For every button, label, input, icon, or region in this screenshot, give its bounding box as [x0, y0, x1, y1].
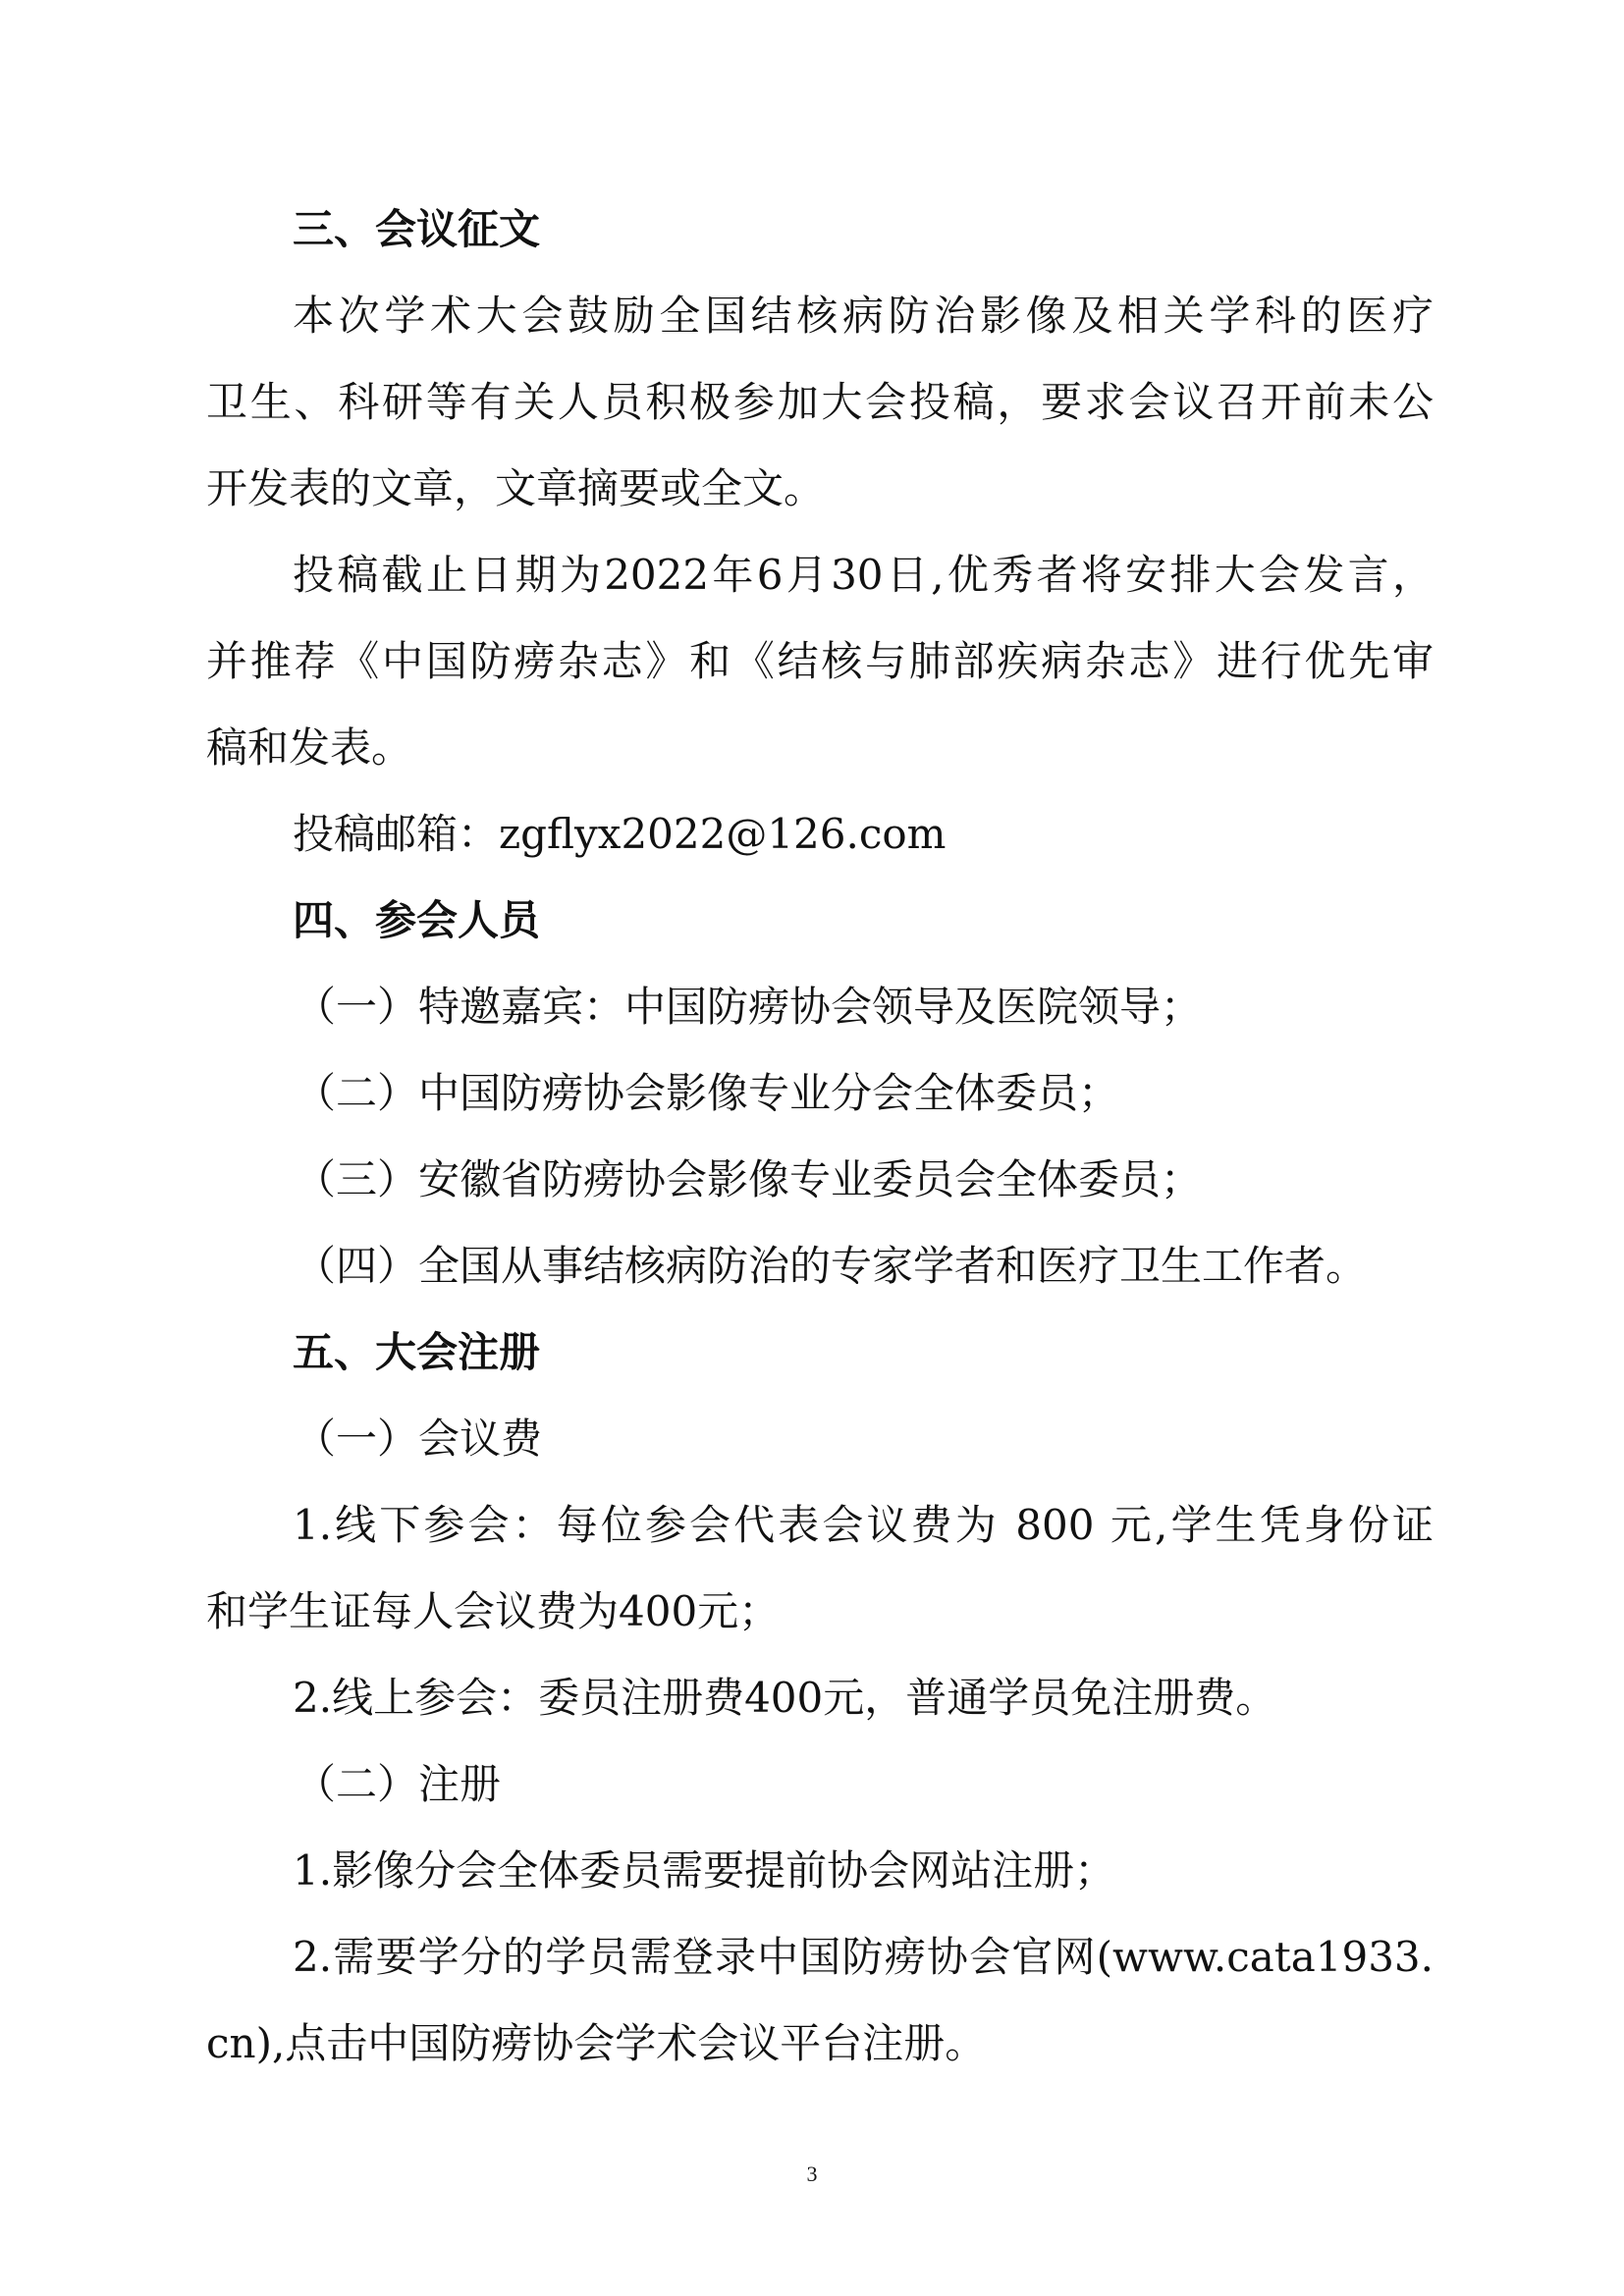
paragraph-line: 2.线上参会：委员注册费400元，普通学员免注册费。: [293, 1674, 1277, 1722]
paragraph-line: 1.线下参会：每位参会代表会议费为 800 元,学生凭身份证: [293, 1501, 1434, 1549]
paragraph-line: 和学生证每人会议费为400元；: [206, 1587, 781, 1635]
section-heading-3: 三、会议征文: [293, 205, 541, 253]
list-item: （一）特邀嘉宾：中国防痨协会领导及医院领导；: [295, 983, 1203, 1031]
section-heading-5: 五、大会注册: [293, 1328, 541, 1376]
page-number: 3: [806, 2162, 818, 2186]
paragraph-line: 稿和发表。: [206, 723, 413, 772]
paragraph-line: 开发表的文章，文章摘要或全文。: [206, 464, 826, 512]
subsection-heading: （一）会议费: [295, 1415, 543, 1463]
paragraph-line: 本次学术大会鼓励全国结核病防治影像及相关学科的医疗: [293, 292, 1434, 340]
paragraph-line: 并推荐《中国防痨杂志》和《结核与肺部疾病杂志》进行优先审: [206, 637, 1434, 685]
list-item: （三）安徽省防痨协会影像专业委员会全体委员；: [295, 1155, 1203, 1203]
submission-email-line: 投稿邮箱：zgflyx2022@126.com: [293, 810, 947, 858]
subsection-heading: （二）注册: [295, 1760, 502, 1808]
paragraph-line: 1.影像分会全体委员需要提前协会网站注册；: [293, 1846, 1116, 1895]
list-item: （四）全国从事结核病防治的专家学者和医疗卫生工作者。: [295, 1242, 1368, 1290]
paragraph-line: cn),点击中国防痨协会学术会议平台注册。: [206, 2019, 987, 2067]
paragraph-line: 卫生、科研等有关人员积极参加大会投稿，要求会议召开前未公: [206, 378, 1434, 426]
paragraph-line: 投稿截止日期为2022年6月30日,优秀者将安排大会发言，: [293, 551, 1434, 599]
paragraph-line: 2.需要学分的学员需登录中国防痨协会官网(www.cata1933.: [293, 1933, 1434, 1981]
list-item: （二）中国防痨协会影像专业分会全体委员；: [295, 1069, 1120, 1117]
section-heading-4: 四、参会人员: [293, 896, 541, 944]
